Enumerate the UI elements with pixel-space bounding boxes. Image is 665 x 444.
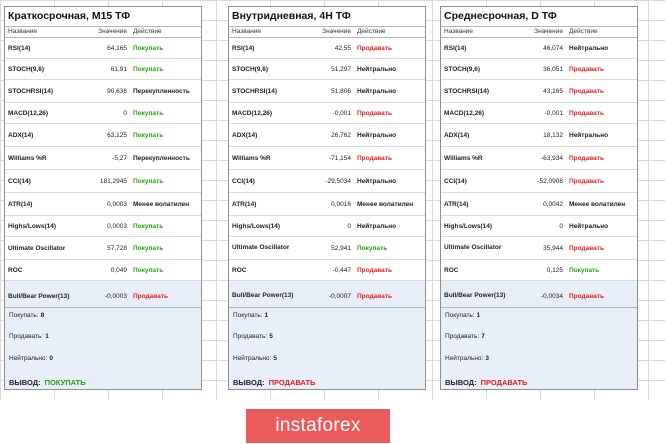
indicator-row [229,260,425,281]
indicator-value: 64,165 [107,44,127,52]
indicator-row [229,80,425,103]
panel-title: Внутридневная, 4H ТФ [229,7,425,27]
instaforex-logo: instaforex [246,409,390,443]
summary-neutral [445,355,489,362]
indicator-value: 181,2945 [99,177,127,185]
summary-label: Покупать: [9,312,39,319]
indicator-name: Highs/Lows(14) [8,222,57,230]
indicator-action: Нейтрально [357,222,397,230]
indicator-row [229,193,425,216]
indicator-row [5,103,201,124]
indicator-action: Менее волатилен [133,200,190,208]
indicator-row [441,59,637,80]
column-header: Значение [534,28,563,35]
indicator-row [441,193,637,216]
panel-title: Среднесрочная, D ТФ [441,7,637,27]
indicator-row [441,103,637,124]
indicator-value: 51,806 [331,87,351,95]
summary-label: Покупать: [233,312,263,319]
indicator-action: Перекупленность [133,87,190,95]
indicator-action: Покупать [133,222,164,230]
indicator-action: Перекупленность [133,154,190,162]
indicator-value: 35,944 [543,244,563,252]
indicator-name: CCI(14) [444,177,467,185]
summary-count: 0 [49,355,53,362]
indicator-action: Продавать [357,292,392,300]
summary-block [5,307,201,389]
indicator-name: ROC [444,266,459,274]
indicator-row [5,170,201,193]
indicator-name: Bull/Bear Power(13) [232,292,294,299]
verdict [445,378,527,387]
indicator-value: -71,154 [328,154,351,162]
indicator-row [5,147,201,170]
indicator-value: 90,636 [107,87,127,95]
indicator-name: STOCH(9,6) [444,65,480,73]
indicator-panel [440,6,638,390]
column-header: Действие [133,28,162,35]
summary-count: 5 [269,333,273,340]
indicator-row [441,147,637,170]
summary-count: 1 [476,312,481,319]
indicator-name: ADX(14) [232,131,258,139]
summary-block [229,307,425,389]
indicator-row [229,147,425,170]
indicator-name: ROC [232,266,247,274]
indicator-action: Покупать [133,109,164,117]
indicator-name: Ultimate Oscillator [232,244,290,251]
verdict-label: ВЫВОД: [445,378,477,387]
indicator-name: ATR(14) [8,200,33,208]
indicator-name: ROC [8,266,23,274]
indicator-action: Продавать [569,177,604,185]
indicator-row [5,80,201,103]
indicator-name: ATR(14) [232,200,257,208]
indicator-name: ATR(14) [444,200,469,208]
indicator-value: -5,27 [112,154,127,162]
verdict [9,378,86,387]
summary-count: 1 [264,312,269,319]
indicator-row [441,124,637,147]
indicator-name: STOCHRSI(14) [8,87,54,95]
indicator-row [441,260,637,281]
indicator-value: -29,5034 [325,177,351,185]
column-header: Действие [569,28,598,35]
indicator-value: 0 [347,222,351,230]
indicator-value: 0,0003 [107,222,127,230]
indicator-value: 0,049 [110,266,127,274]
indicator-action: Продавать [569,244,604,252]
verdict [233,378,315,387]
indicator-name: MACD(12,26) [444,109,485,117]
indicator-row [229,237,425,260]
indicator-value: 52,941 [331,244,351,252]
indicator-action: Продавать [357,266,392,274]
indicator-value: 0,125 [546,266,563,274]
indicator-value: 0,0003 [107,200,127,208]
indicator-name: CCI(14) [8,177,31,185]
indicator-value: 0 [559,222,563,230]
table-header [441,27,637,38]
verdict-label: ВЫВОД: [233,378,265,387]
summary-count: 1 [45,333,49,340]
indicator-value: 42,55 [334,44,351,52]
verdict-value: ПРОДАВАТЬ [480,378,528,387]
summary-sell [9,333,49,340]
summary-buy [233,312,268,319]
indicator-name: Bull/Bear Power(13) [444,292,506,299]
indicator-row [441,237,637,260]
indicator-row [5,237,201,260]
verdict-value: ПРОДАВАТЬ [268,378,316,387]
indicator-value: -0,001 [332,109,351,117]
indicator-row [441,216,637,237]
summary-label: Нейтрально: [233,355,272,362]
summary-count: 7 [481,333,485,340]
indicator-name: STOCH(9,6) [232,65,268,73]
indicator-action: Нейтрально [357,131,397,139]
indicator-value: -0,447 [332,266,351,274]
column-header: Значение [98,28,127,35]
summary-label: Продавать: [445,333,480,340]
column-header: Название [8,28,38,35]
summary-label: Нейтрально: [445,355,484,362]
indicator-name: ADX(14) [444,131,470,139]
column-header: Название [444,28,474,35]
indicator-name: RSI(14) [232,44,255,52]
indicator-row [229,59,425,80]
indicator-action: Покупать [357,244,388,252]
indicator-row [5,260,201,281]
indicator-value: -0,0003 [104,292,127,300]
indicator-value: -0,0007 [328,292,351,300]
table-header [5,27,201,38]
indicator-action: Продавать [569,154,604,162]
verdict-value: ПОКУПАТЬ [44,378,86,387]
indicator-action: Продавать [133,292,168,300]
indicator-row [5,124,201,147]
summary-sell [233,333,273,340]
indicator-action: Покупать [133,131,164,139]
indicator-name: Williams %R [444,154,483,162]
indicator-row [229,216,425,237]
summary-sell [445,333,485,340]
indicator-value: 46,074 [543,44,563,52]
summary-neutral [9,355,53,362]
indicator-action: Продавать [357,154,392,162]
indicator-row [441,38,637,59]
indicator-panel [228,6,426,390]
summary-neutral [233,355,277,362]
summary-label: Продавать: [233,333,268,340]
summary-buy [9,312,44,319]
indicator-row [229,103,425,124]
indicator-row [5,59,201,80]
indicator-action: Покупать [133,266,164,274]
indicator-name: Ultimate Oscillator [8,244,66,252]
indicator-value: 0 [123,109,127,117]
indicator-action: Покупать [569,266,600,274]
indicator-value: 43,165 [543,87,563,95]
indicator-row [5,193,201,216]
indicator-name: CCI(14) [232,177,255,185]
verdict-label: ВЫВОД: [9,378,41,387]
indicator-name: Highs/Lows(14) [232,222,281,230]
indicator-row [229,170,425,193]
column-header: Действие [357,28,386,35]
summary-count: 8 [40,312,45,319]
indicator-name: ADX(14) [8,131,34,139]
indicator-action: Продавать [357,44,392,52]
indicator-value: 51,297 [331,65,351,73]
indicator-value: 57,728 [107,244,127,252]
summary-count: 3 [485,355,489,362]
indicator-action: Покупать [133,65,164,73]
indicator-name: Ultimate Oscillator [444,244,502,251]
indicator-name: STOCH(9,6) [8,65,44,73]
indicator-row [5,216,201,237]
indicator-name: STOCHRSI(14) [444,87,490,95]
indicator-action: Покупать [133,44,164,52]
indicator-value: 0,0016 [331,200,351,208]
indicator-value: 61,91 [110,65,127,73]
panel-title: Краткосрочная, M15 ТФ [5,7,201,27]
indicator-action: Нейтрально [357,65,397,73]
indicator-action: Нейтрально [569,44,609,52]
indicator-action: Нейтрально [357,87,397,95]
indicator-value: -63,934 [540,154,563,162]
indicator-action: Продавать [569,109,604,117]
indicator-panel [4,6,202,390]
indicator-action: Нейтрально [357,177,397,185]
indicator-value: -0,001 [544,109,563,117]
indicator-row [441,80,637,103]
indicator-action: Нейтрально [569,222,609,230]
indicator-action: Продавать [569,65,604,73]
indicator-row [441,170,637,193]
indicator-action: Покупать [133,244,164,252]
summary-block [441,307,637,389]
indicator-value: 63,125 [107,131,127,139]
indicator-row [229,38,425,59]
indicator-name: MACD(12,26) [232,109,273,117]
summary-count: 5 [273,355,277,362]
indicator-name: MACD(12,26) [8,109,49,117]
indicator-action: Менее волатилен [569,200,626,208]
column-header: Название [232,28,262,35]
indicator-name: STOCHRSI(14) [232,87,278,95]
summary-label: Покупать: [445,312,475,319]
indicator-name: Bull/Bear Power(13) [8,292,70,300]
column-header: Значение [322,28,351,35]
summary-buy [445,312,480,319]
indicator-action: Нейтрально [569,131,609,139]
indicator-action: Менее волатилен [357,200,414,208]
indicator-name: Williams %R [8,154,47,162]
summary-label: Продавать: [9,333,44,340]
indicator-row [5,38,201,59]
indicator-value: 26,762 [331,131,351,139]
indicator-value: 0,0042 [543,200,563,208]
indicator-name: Highs/Lows(14) [444,222,493,230]
indicator-row [229,124,425,147]
indicator-name: RSI(14) [444,44,467,52]
indicator-value: -52,0908 [537,177,563,185]
indicator-action: Продавать [357,109,392,117]
indicator-action: Продавать [569,87,604,95]
indicator-value: 18,132 [543,131,563,139]
indicator-action: Продавать [569,292,604,300]
indicator-value: 36,051 [543,65,563,73]
indicator-name: Williams %R [232,154,271,162]
indicator-action: Покупать [133,177,164,185]
table-header [229,27,425,38]
indicator-name: RSI(14) [8,44,31,52]
indicator-value: -0,0034 [540,292,563,300]
summary-label: Нейтрально: [9,355,48,362]
